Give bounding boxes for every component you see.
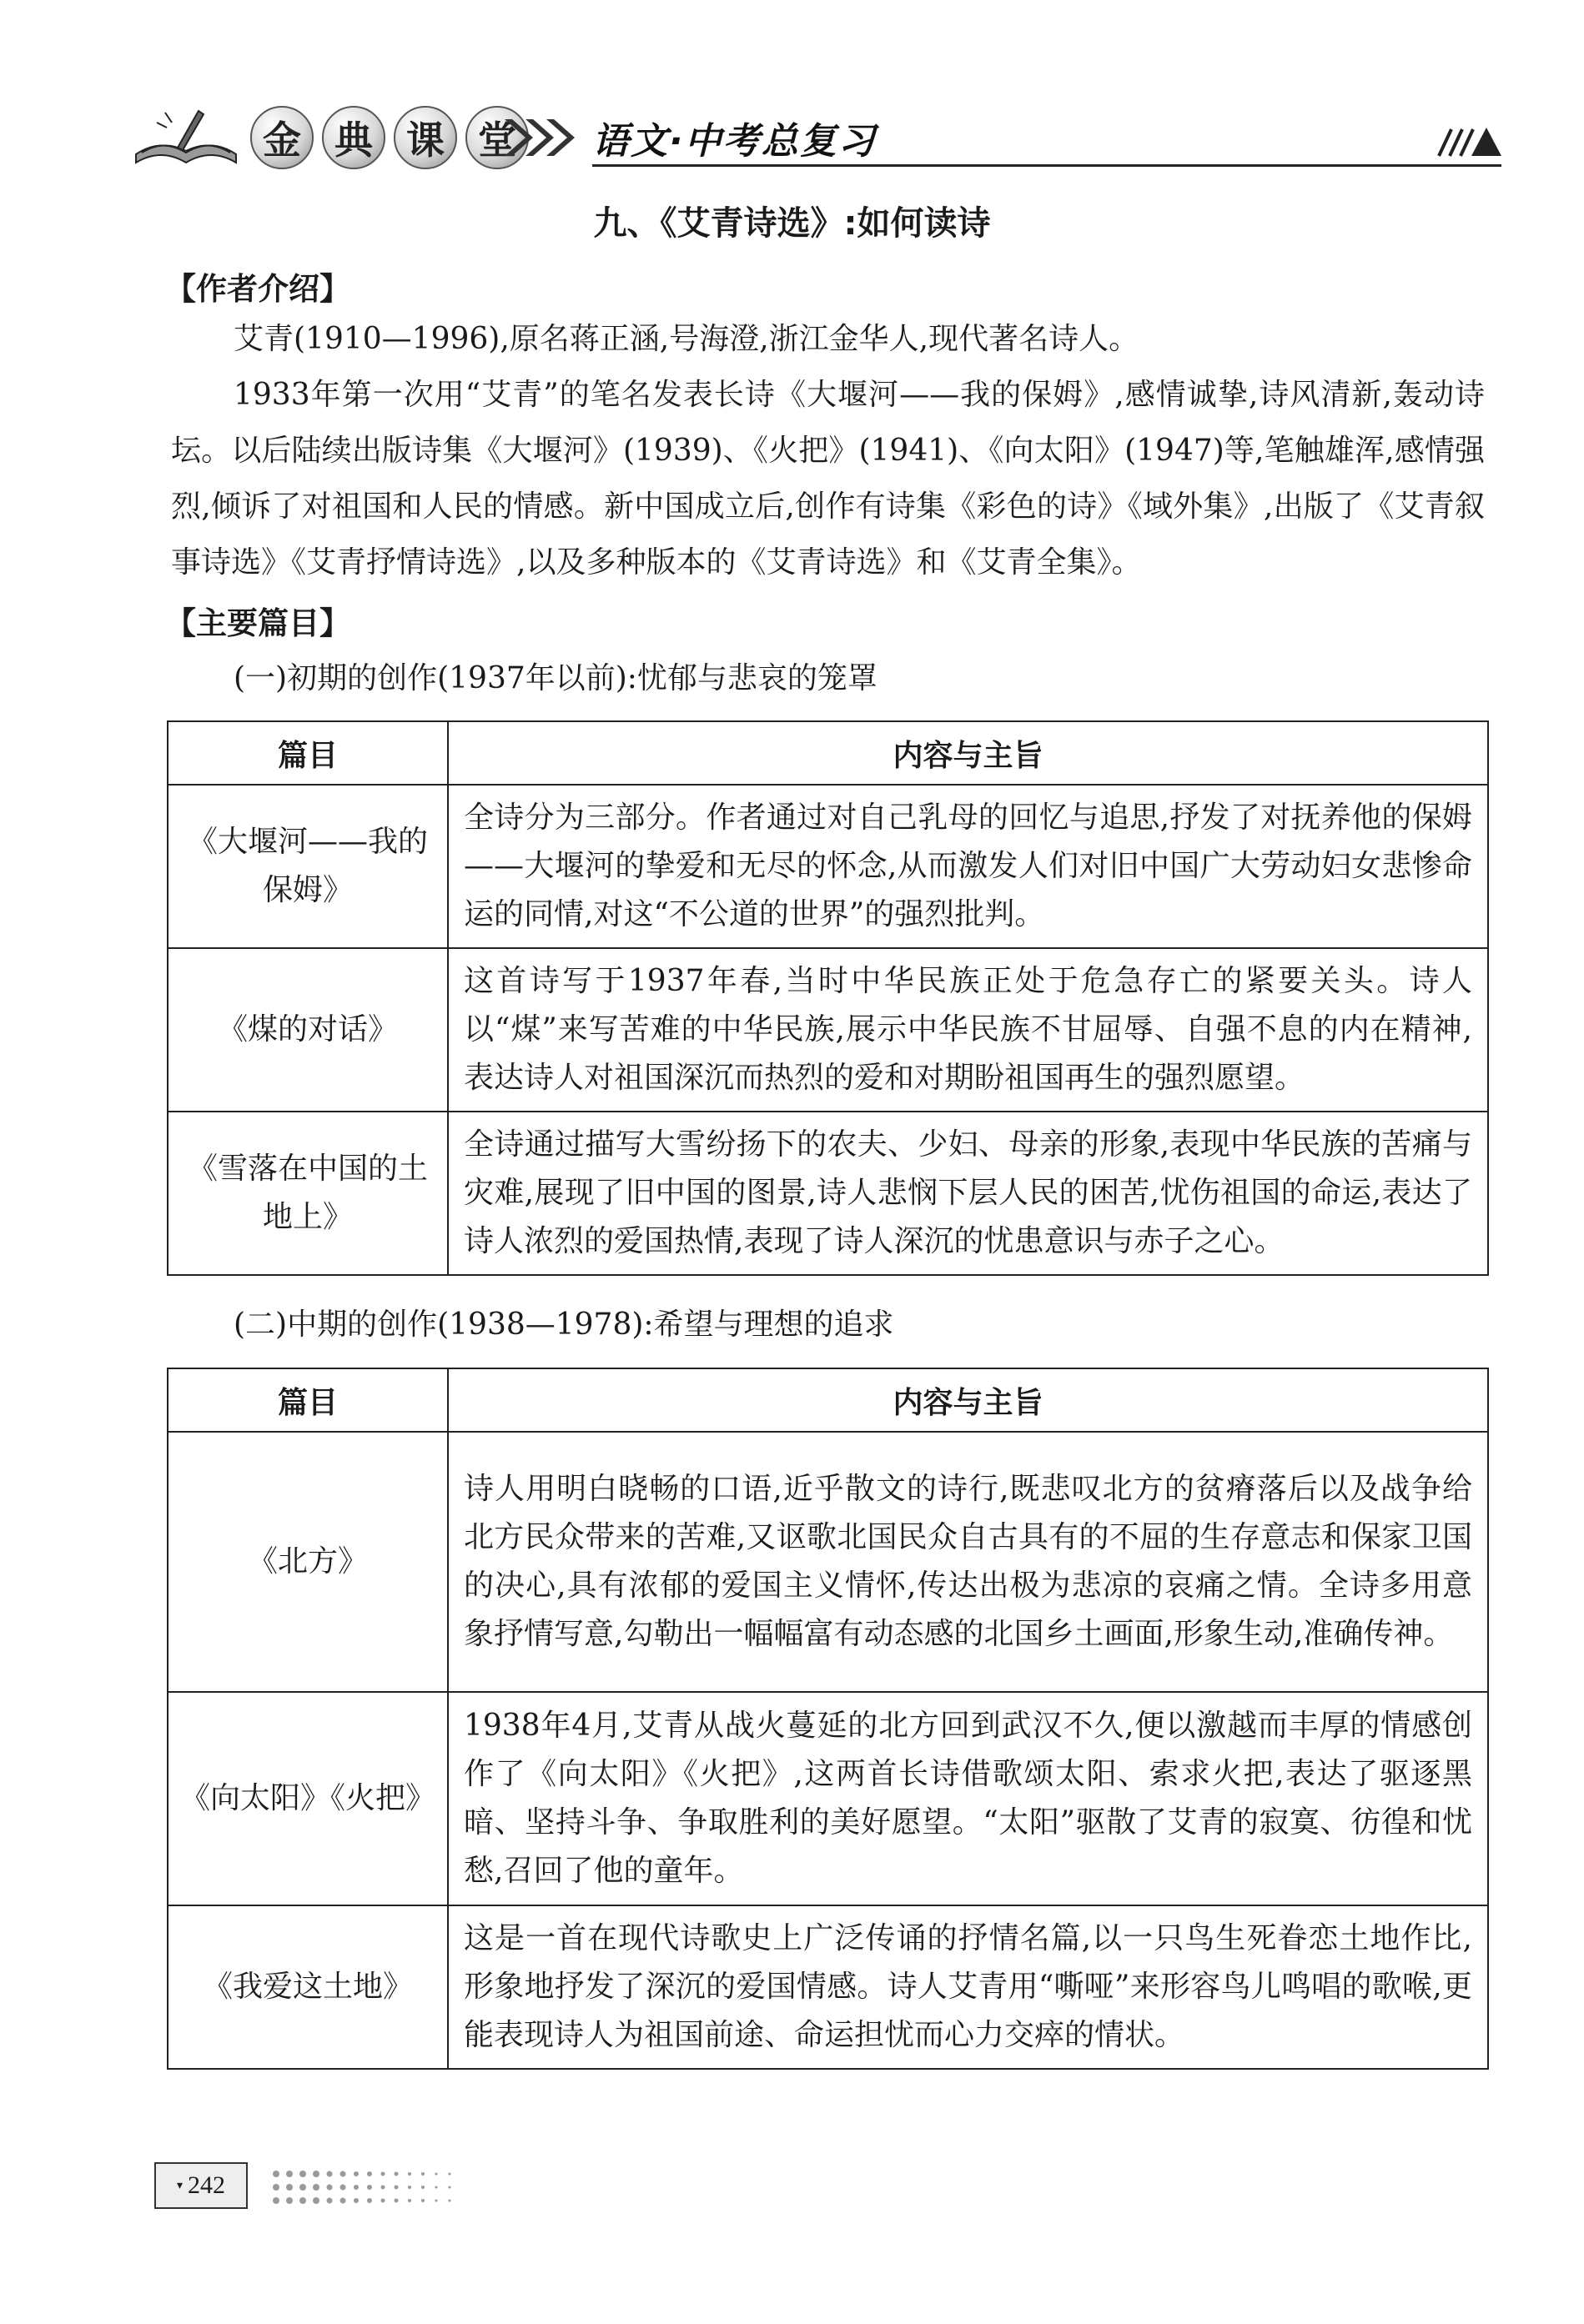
brand-char: 典 [322,106,385,169]
work-content: 全诗分为三部分。作者通过对自己乳母的回忆与追思,抒发了对抚养他的保姆——大堰河的挚爱和无尽的怀念,从而激发人们对旧中国广大劳动妇女悲惨命运的同情,对这“不公道的世界”的强烈批判。 [448,785,1488,948]
page-number: 242 [188,2171,226,2199]
table-row [168,948,1488,1112]
dot-pattern-decoration [271,2169,621,2206]
brand-char: 课 [394,106,457,169]
open-book-icon [132,104,240,171]
table-row [168,1692,1488,1905]
work-title: 《大堰河——我的保姆》 [168,785,448,948]
column-header-content: 内容与主旨 [448,721,1488,785]
table-row [168,1905,1488,2069]
subject-title: 语文·中考总复习 [592,120,877,163]
author-intro-paragraph: 1933年第一次用“艾青”的笔名发表长诗《大堰河——我的保姆》,感情诚挚,诗风清新,轰动诗坛。以后陆续出版诗集《大堰河》(1939)、《火把》(1941)、《向太阳》(1947)等,笔触雄浑,感情强烈,倾诉了对祖国和人民的情感。新中国成立后,创作有诗集《彩色的诗》《域外集》,出版了《艾青叙事诗选》《艾青抒情诗选》,以及多种版本的《艾青诗选》和《艾青全集》。 [171,378,1485,580]
table-row [168,785,1488,948]
author-intro-label: 【作者介绍】 [165,271,350,307]
table-header-row [168,721,1488,785]
work-title: 《向太阳》《火把》 [168,1692,448,1905]
work-title: 《北方》 [168,1432,448,1692]
table-header-row [168,1368,1488,1432]
column-header-title: 篇目 [168,1368,448,1432]
middle-works-table [167,1368,1489,2070]
work-title: 《煤的对话》 [168,948,448,1112]
page-footer [154,2162,822,2212]
page-header [125,88,1501,179]
author-intro-paragraph: 艾青(1910—1996),原名蒋正涵,号海澄,浙江金华人,现代著名诗人。 [234,322,1139,356]
work-content: 全诗通过描写大雪纷扬下的农夫、少妇、母亲的形象,表现中华民族的苦痛与灾难,展现了旧中国的图景,诗人悲悯下层人民的困苦,忧伤祖国的命运,表达了诗人浓烈的爱国热情,表现了诗人深沉的忧患意识与赤子之心。 [448,1112,1488,1275]
early-period-label: (一)初期的创作(1937年以前):忧郁与悲哀的笼罩 [234,661,877,695]
brand-char: 金 [250,106,314,169]
chevrons-icon [500,113,584,163]
column-header-content: 内容与主旨 [448,1368,1488,1432]
work-content: 诗人用明白晓畅的口语,近乎散文的诗行,既悲叹北方的贫瘠落后以及战争给北方民众带来的苦难,又讴歌北国民众自古具有的不屈的生存意志和保家卫国的决心,具有浓郁的爱国主义情怀,传达出极为悲凉的哀痛之情。全诗多用意象抒情写意,勾勒出一幅幅富有动态感的北国乡土画面,形象生动,准确传神。 [448,1432,1488,1692]
early-works-table [167,720,1489,1276]
work-content: 1938年4月,艾青从战火蔓延的北方回到武汉不久,便以激越而丰厚的情感创作了《向太阳》《火把》,这两首长诗借歌颂太阳、索求火把,表达了驱逐黑暗、坚持斗争、争取胜利的美好愿望。“太阳”驱散了艾青的寂寞、彷徨和忧愁,召回了他的童年。 [448,1692,1488,1905]
work-title: 《我爱这土地》 [168,1905,448,2069]
header-rule [592,164,1501,167]
work-content: 这是一首在现代诗歌史上广泛传诵的抒情名篇,以一只鸟生死眷恋土地作比,形象地抒发了深沉的爱国情感。诗人艾青用“嘶哑”来形容鸟儿鸣唱的歌喉,更能表现诗人为祖国前途、命运担忧而心力交瘁的情状。 [448,1905,1488,2069]
column-header-title: 篇目 [168,721,448,785]
page-number-box [154,2162,248,2209]
table-row [168,1432,1488,1692]
table-row [168,1112,1488,1275]
triangle-marker-icon: ▾ [176,2179,184,2192]
corner-triangle-icon [1435,121,1501,158]
work-title: 《雪落在中国的土地上》 [168,1112,448,1275]
brand-char: 堂 [465,106,529,169]
brand-logo [250,106,529,169]
middle-period-label: (二)中期的创作(1938—1978):希望与理想的追求 [234,1308,894,1342]
section-title: 九、《艾青诗选》:如何读诗 [593,204,991,243]
main-works-label: 【主要篇目】 [165,605,350,641]
work-content: 这首诗写于1937年春,当时中华民族正处于危急存亡的紧要关头。诗人以“煤”来写苦难的中华民族,展示中华民族不甘屈辱、自强不息的内在精神,表达诗人对祖国深沉而热烈的爱和对期盼祖国再生的强烈愿望。 [448,948,1488,1112]
